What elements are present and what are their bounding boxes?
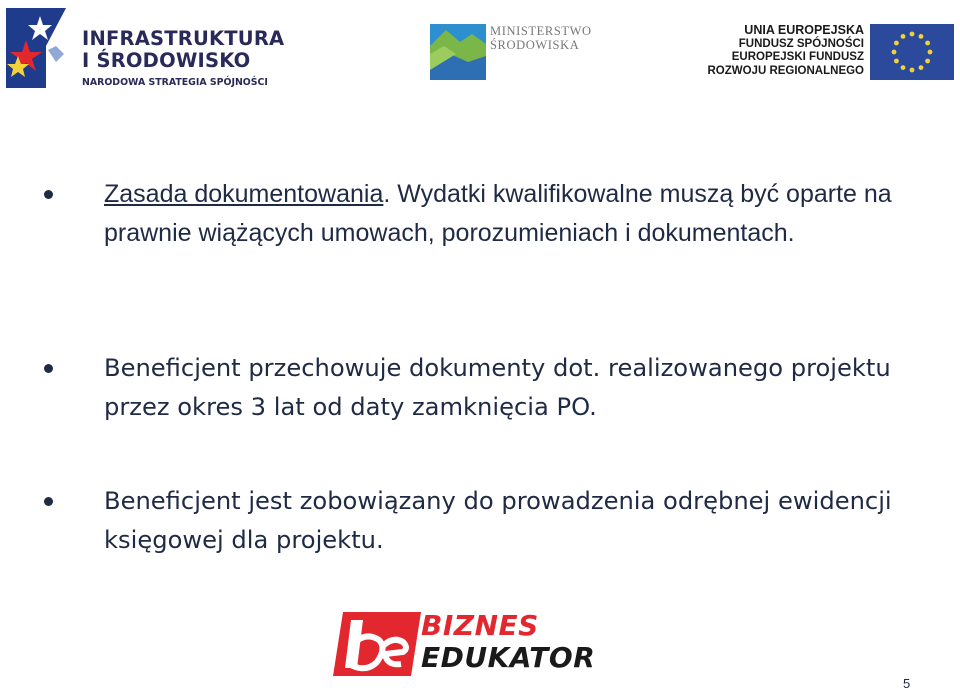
bullet3-text: Beneficjent jest zobowiązany do prowadzenia odrębnej ewidencji księgowej dla projektu.	[104, 487, 892, 554]
bullet-dot	[44, 497, 53, 506]
infrastruktura-title-line2: I ŚRODOWISKO	[82, 49, 251, 72]
ministerstwo-logo	[430, 24, 600, 80]
biznes-edukator-logo	[333, 610, 603, 680]
mountain-landscape-icon	[430, 24, 486, 80]
ue-line4: ROZWOJU REGIONALNEGO	[707, 64, 864, 77]
edukator-word: EDUKATOR	[421, 641, 596, 674]
infrastruktura-subtitle: NARODOWA STRATEGIA SPÓJNOŚCI	[82, 77, 268, 88]
bullet2-text: Beneficjent przechowuje dokumenty dot. realizowanego projektu przez okres 3 lat od daty zamknięcia PO.	[104, 354, 891, 421]
infrastruktura-title-line1: INFRASTRUKTURA	[82, 27, 285, 50]
ue-line3: EUROPEJSKI FUNDUSZ	[731, 51, 864, 64]
infrastruktura-logo	[4, 6, 284, 98]
unia-europejska-logo	[690, 24, 956, 82]
ue-line1: UNIA EUROPEJSKA	[744, 23, 864, 37]
bullet1-lead-underlined: Zasada dokumentowania	[104, 180, 384, 208]
bullet-text	[104, 175, 944, 253]
bullet-dot	[44, 364, 53, 373]
page-number: 5	[903, 676, 911, 691]
bullet1-rest: . Wydatki kwalifikowalne muszą być oparte na prawnie wiążących umowach, porozumieniach i dokumentach.	[104, 180, 892, 247]
ue-line2: FUNDUSZ SPÓJNOŚCI	[738, 37, 864, 50]
biznes-word: BIZNES	[421, 609, 539, 642]
star-emblem-icon	[4, 6, 74, 98]
be-monogram-icon	[333, 612, 421, 676]
bullet-dot	[44, 190, 53, 199]
eu-flag-icon	[870, 24, 954, 80]
ministerstwo-line1: MINISTERSTWO	[490, 24, 592, 38]
ministerstwo-line2: ŚRODOWISKA	[490, 38, 580, 52]
